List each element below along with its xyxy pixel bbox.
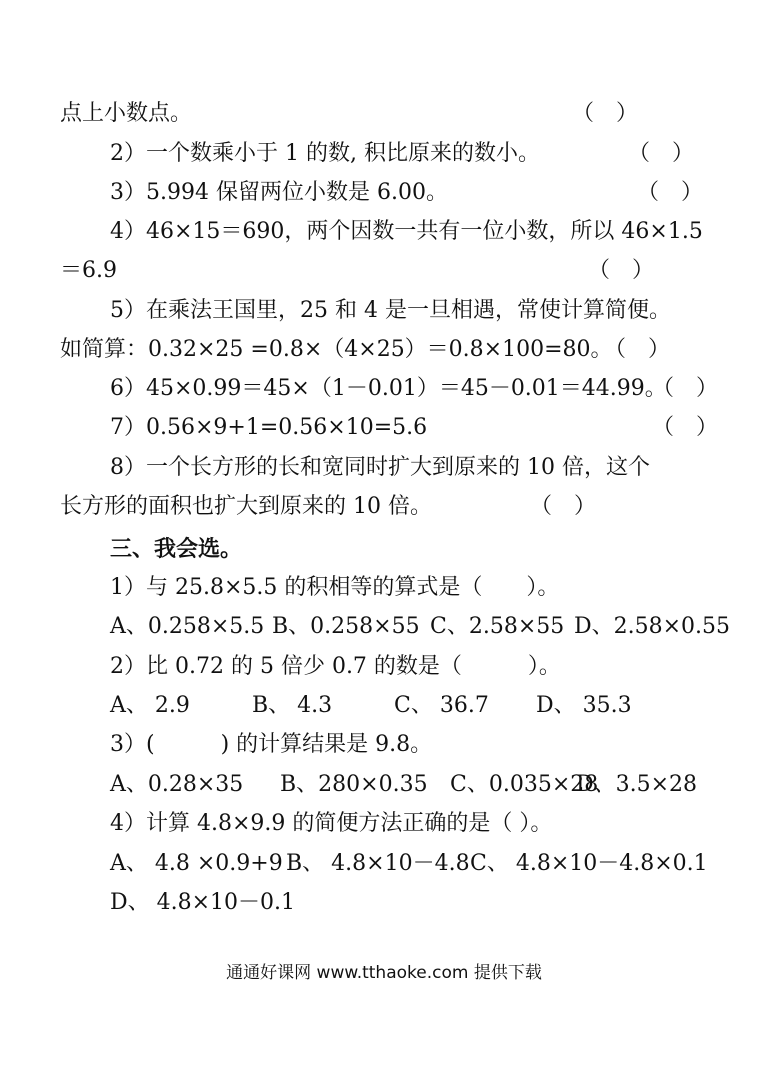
choice-question-2-options bbox=[0, 686, 768, 726]
judge-question-2-blank[interactable]: （ ） bbox=[628, 141, 695, 166]
judge-question-6-blank[interactable]: （ ） bbox=[652, 376, 719, 401]
judge-question-7 bbox=[0, 408, 768, 448]
judge-question-8-blank[interactable]: （ ） bbox=[530, 494, 597, 519]
judge-question-3 bbox=[0, 173, 768, 213]
judge-question-8-line-1 bbox=[0, 448, 768, 488]
choice-question-2-text: 2）比 0.72 的 5 倍少 0.7 的数是（ ）。 bbox=[110, 654, 561, 679]
choice-question-4-options-line-2 bbox=[0, 883, 768, 923]
judge-question-4-blank[interactable]: （ ） bbox=[588, 258, 655, 283]
judge-question-2-text: 2）一个数乘小于 1 的数, 积比原来的数小。 bbox=[110, 141, 540, 166]
choice-question-1 bbox=[0, 568, 768, 608]
choice-3-option-c[interactable]: C、0.035×28 bbox=[450, 772, 599, 797]
choice-4-option-c[interactable]: C、 4.8×10－4.8×0.1 bbox=[470, 851, 708, 876]
choice-question-3-options bbox=[0, 765, 768, 805]
judge-question-3-text: 3）5.994 保留两位小数是 6.00。 bbox=[110, 180, 448, 205]
judge-question-3-blank[interactable]: （ ） bbox=[637, 180, 704, 205]
judge-line-1 bbox=[0, 94, 768, 134]
choice-question-4-text: 4）计算 4.8×9.9 的简便方法正确的是（ ）。 bbox=[110, 811, 553, 836]
judge-question-5-text-cont: 如简算：0.32×25 =0.8×（4×25）＝0.8×100=80。 bbox=[60, 337, 613, 362]
judge-question-2 bbox=[0, 134, 768, 174]
judge-question-7-blank[interactable]: （ ） bbox=[652, 415, 719, 440]
section-heading-choose bbox=[0, 529, 768, 569]
choice-4-option-a[interactable]: A、 4.8 ×0.9+9 bbox=[110, 851, 283, 876]
choice-question-1-options bbox=[0, 607, 768, 647]
choice-1-option-d[interactable]: D、2.58×0.55 bbox=[574, 614, 731, 639]
judge-question-6-text: 6）45×0.99＝45×（1－0.01）＝45－0.01＝44.99。 bbox=[110, 376, 667, 401]
choice-2-option-a[interactable]: A、 2.9 bbox=[110, 693, 190, 718]
judge-question-5-line-2 bbox=[0, 330, 768, 370]
judge-question-5-text: 5）在乘法王国里，25 和 4 是一旦相遇，常使计算简便。 bbox=[110, 298, 671, 323]
choice-2-option-c[interactable]: C、 36.7 bbox=[394, 693, 489, 718]
judge-question-4-text: 4）46×15＝690，两个因数一共有一位小数，所以 46×1.5 bbox=[110, 219, 703, 244]
judge-question-8-text: 8）一个长方形的长和宽同时扩大到原来的 10 倍，这个 bbox=[110, 455, 650, 480]
choice-question-2 bbox=[0, 647, 768, 687]
choice-question-4 bbox=[0, 804, 768, 844]
judge-question-5-blank[interactable]: （ ） bbox=[604, 337, 671, 362]
choice-3-option-b[interactable]: B、280×0.35 bbox=[280, 772, 428, 797]
choice-1-option-a[interactable]: A、0.258×5.5 bbox=[110, 614, 265, 639]
choice-3-option-d[interactable]: D、3.5×28 bbox=[576, 772, 698, 797]
choice-3-option-a[interactable]: A、0.28×35 bbox=[110, 772, 244, 797]
judge-line-1-blank[interactable]: （ ） bbox=[572, 101, 639, 126]
judge-question-4-line-1 bbox=[0, 212, 768, 252]
choice-question-4-options-line-1 bbox=[0, 844, 768, 884]
page-footer: 通通好课网 www.tthaoke.com 提供下载 bbox=[226, 963, 542, 983]
choice-4-option-b[interactable]: B、 4.8×10－4.8 bbox=[286, 851, 470, 876]
choice-1-option-b[interactable]: B、0.258×55 bbox=[272, 614, 420, 639]
choice-1-option-c[interactable]: C、2.58×55 bbox=[430, 614, 565, 639]
judge-question-8-text-cont: 长方形的面积也扩大到原来的 10 倍。 bbox=[60, 494, 432, 519]
judge-line-1-text: 点上小数点。 bbox=[60, 101, 193, 126]
choice-question-3 bbox=[0, 725, 768, 765]
judge-question-4-line-2 bbox=[0, 251, 768, 291]
choice-question-1-text: 1）与 25.8×5.5 的积相等的算式是（ ）。 bbox=[110, 575, 560, 600]
judge-question-6 bbox=[0, 369, 768, 409]
judge-question-5-line-1 bbox=[0, 291, 768, 331]
judge-question-7-text: 7）0.56×9+1=0.56×10=5.6 bbox=[110, 415, 428, 440]
choice-question-3-text: 3）( ) 的计算结果是 9.8。 bbox=[110, 732, 433, 757]
choice-2-option-d[interactable]: D、 35.3 bbox=[536, 693, 632, 718]
judge-question-8-line-2 bbox=[0, 487, 768, 527]
choice-2-option-b[interactable]: B、 4.3 bbox=[252, 693, 333, 718]
section-heading-text: 三、我会选。 bbox=[110, 536, 243, 562]
choice-4-option-d[interactable]: D、 4.8×10－0.1 bbox=[110, 890, 296, 915]
judge-question-4-text-cont: ＝6.9 bbox=[60, 258, 117, 283]
